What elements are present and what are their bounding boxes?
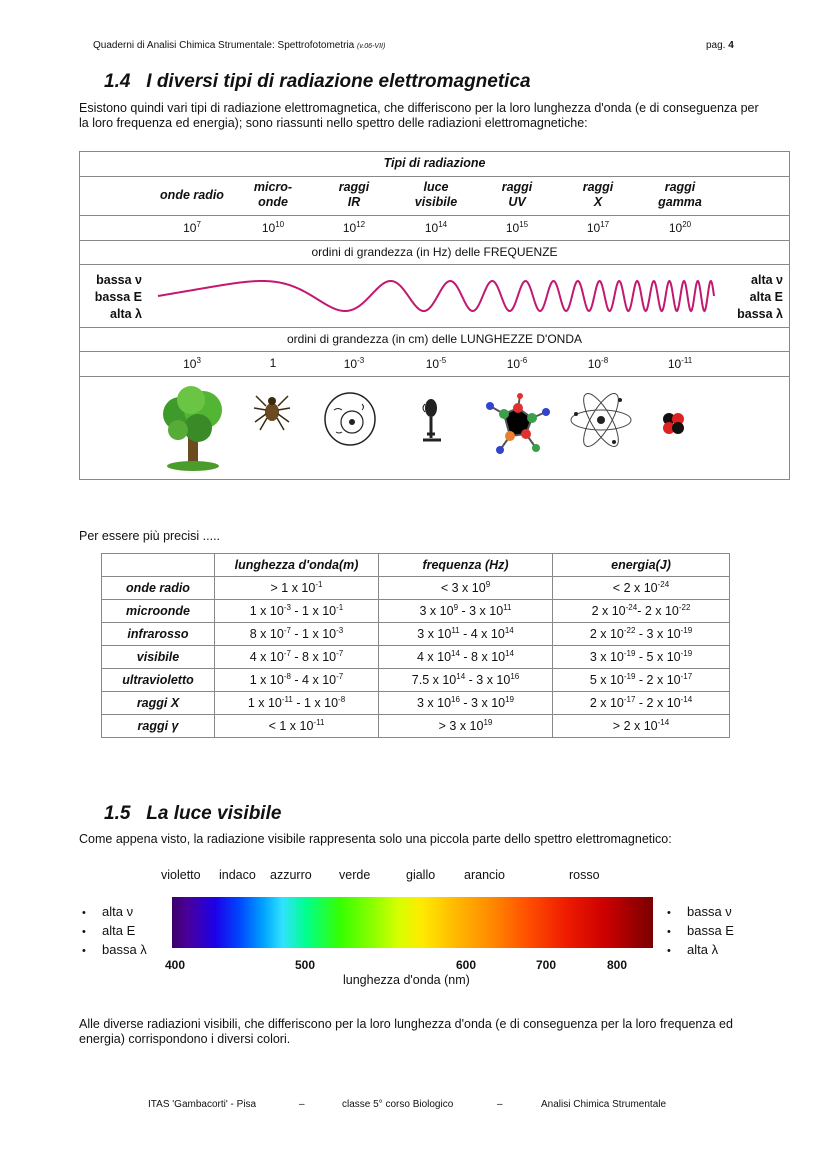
- frequency-value: $10^{12}$: [342, 220, 366, 235]
- spectrum-table-title: Tipi di radiazione: [383, 156, 486, 170]
- right-label: bassa λ: [737, 307, 783, 321]
- color-label: rosso: [569, 868, 600, 882]
- value-cell: 2 x $10^{-24}-$ 2 x $10^{-22}$: [553, 600, 730, 623]
- value-cell: > 2 x $10^{-14}$: [553, 715, 730, 738]
- right-label: alta ν: [751, 273, 783, 287]
- row-label: raggi X: [102, 692, 215, 715]
- right-label: alta E: [749, 290, 783, 304]
- left-label: alta λ: [110, 307, 142, 321]
- tree-icon: [158, 386, 228, 472]
- table-row: [102, 646, 730, 669]
- footer-subject: Analisi Chimica Strumentale: [541, 1099, 667, 1110]
- value-cell: 3 x $10^{16} - 3$ x $10^{19}$: [379, 692, 553, 715]
- footer-dash: –: [497, 1099, 503, 1110]
- frequency-caption: ordini di grandezza (in Hz) delle FREQUENZE: [311, 245, 558, 259]
- value-cell: > 1 x $10^{-1}$: [215, 577, 379, 600]
- wavelength-value: $10^3$: [183, 356, 201, 371]
- left-label: bassa E: [94, 290, 142, 304]
- row-label: raggi γ: [102, 715, 215, 738]
- section-1-5-heading: [104, 803, 281, 825]
- color-label: indaco: [219, 868, 256, 882]
- row-label: ultravioletto: [102, 669, 215, 692]
- section-1-5-intro: Come appena visto, la radiazione visibile rappresenta solo una piccola parte dello spettro elettromagnetico:: [79, 832, 672, 846]
- page-number: [706, 40, 734, 51]
- section-number: 1.4: [104, 71, 131, 92]
- radiation-type-label: raggi X: [582, 180, 614, 209]
- value-cell: 1 x $10^{-11} - 1$ x $10^{-8}$: [215, 692, 379, 715]
- value-cell: 5 x $10^{-19} - 2$ x $10^{-17}$: [553, 669, 730, 692]
- value-cell: 7.5 x $10^{14} - 3$ x $10^{16}$: [379, 669, 553, 692]
- frequency-value: $10^{14}$: [424, 220, 448, 235]
- left-label: bassa ν: [96, 273, 142, 287]
- bullet-item: • alta ν: [82, 903, 147, 922]
- value-cell: < 1 x $10^{-11}$: [215, 715, 379, 738]
- frequency-value: $10^{10}$: [261, 220, 285, 235]
- footer-school: ITAS 'Gambacorti' - Pisa: [148, 1099, 257, 1110]
- value-cell: 8 x $10^{-7} - 1$ x $10^{-3}$: [215, 623, 379, 646]
- color-label: azzurro: [270, 868, 312, 882]
- value-cell: 3 x $10^9 - 3$ x $10^{11}$: [379, 600, 553, 623]
- radiation-type-label: raggi UV: [501, 180, 533, 209]
- value-cell: 2 x $10^{-17} - 2$ x $10^{-14}$: [553, 692, 730, 715]
- page-number-value: 4: [728, 40, 734, 51]
- wavelength-value: $10^{-5}$: [425, 356, 447, 371]
- left-bullet-list: [82, 903, 147, 960]
- bullet-item: • bassa ν: [667, 903, 734, 922]
- value-cell: 4 x $10^{-7} - 8$ x $10^{-7}$: [215, 646, 379, 669]
- header-cell: lunghezza d'onda(m): [215, 554, 379, 577]
- table-row: [102, 600, 730, 623]
- doc-version: (v.06-VII): [357, 43, 386, 50]
- header-cell: energia(J): [553, 554, 730, 577]
- color-label: verde: [339, 868, 371, 882]
- radiation-type-label: raggi gamma: [658, 180, 702, 209]
- chirp-wave: [158, 281, 714, 311]
- row-label: onde radio: [102, 577, 215, 600]
- wavelength-value: 1: [269, 356, 277, 370]
- table-row: [102, 669, 730, 692]
- bullet-item: • bassa λ: [82, 941, 147, 960]
- doc-title: Quaderni di Analisi Chimica Strumentale: Spettrofotometria: [93, 40, 355, 51]
- axis-label: lunghezza d'onda (nm): [343, 973, 470, 987]
- value-cell: 4 x $10^{14} - 8$ x $10^{14}$: [379, 646, 553, 669]
- molecule-icon: [480, 392, 554, 458]
- table-row: [102, 623, 730, 646]
- bullet-item: • bassa E: [667, 922, 734, 941]
- section-1-4-heading: [104, 71, 531, 93]
- frequency-value: $10^{15}$: [505, 220, 529, 235]
- wave-diagram: [156, 270, 716, 322]
- frequency-value: $10^7$: [183, 220, 201, 235]
- right-bullet-list: [667, 903, 734, 960]
- value-cell: 1 x $10^{-8} - 4$ x $10^{-7}$: [215, 669, 379, 692]
- wavelength-caption: ordini di grandezza (in cm) delle LUNGHEZZE D'ONDA: [286, 332, 583, 346]
- frequency-value: $10^{20}$: [668, 220, 692, 235]
- section-1-4-intro: Esistono quindi vari tipi di radiazione elettromagnetica, che differiscono per la loro lunghezza d'onda (e di conseguenza per la loro frequenza ed energia); sono riassunti nello spettro delle radiazioni elettromagnetiche:: [79, 101, 759, 130]
- cell-icon: [322, 390, 378, 448]
- wavelength-value: $10^{-11}$: [667, 356, 693, 371]
- bullet-item: • alta E: [82, 922, 147, 941]
- radiation-type-label: luce visibile: [414, 180, 458, 209]
- spider-icon: [252, 390, 292, 432]
- wavelength-value: $10^{-6}$: [506, 356, 528, 371]
- header-cell: frequenza (Hz): [379, 554, 553, 577]
- right-wave-labels: [725, 272, 783, 323]
- frequency-value: $10^{17}$: [586, 220, 610, 235]
- wavelength-tick: 600: [456, 958, 477, 972]
- color-label: giallo: [406, 868, 436, 882]
- wavelength-value: $10^{-3}$: [343, 356, 365, 371]
- row-label: infrarosso: [102, 623, 215, 646]
- section-title: La luce visibile: [146, 803, 282, 824]
- color-label: arancio: [464, 868, 505, 882]
- row-label: microonde: [102, 600, 215, 623]
- atom-icon: [568, 392, 634, 448]
- precise-table: [101, 553, 730, 738]
- value-cell: > 3 x $10^{19}$: [379, 715, 553, 738]
- wavelength-tick: 800: [607, 958, 628, 972]
- value-cell: 3 x $10^{-19} - 5$ x $10^{-19}$: [553, 646, 730, 669]
- wavelength-tick: 700: [536, 958, 557, 972]
- section-title: I diversi tipi di radiazione elettromagnetica: [146, 71, 531, 92]
- footer-dash: –: [299, 1099, 305, 1110]
- page-prefix: pag.: [706, 40, 726, 51]
- bullet-item: • alta λ: [667, 941, 734, 960]
- radiation-type-label: onde radio: [160, 188, 224, 202]
- table-row: [102, 692, 730, 715]
- radiation-type-label: micro- onde: [253, 180, 293, 209]
- visible-spectrum-bar: [172, 897, 653, 948]
- row-label: visibile: [102, 646, 215, 669]
- section-number: 1.5: [104, 803, 131, 824]
- wavelength-tick: 400: [165, 958, 186, 972]
- value-cell: 1 x $10^{-3} - 1$ x $10^{-1}$: [215, 600, 379, 623]
- spectrum-table: [79, 151, 790, 480]
- color-label: violetto: [161, 868, 201, 882]
- wavelength-value: $10^{-8}$: [587, 356, 609, 371]
- value-cell: < 2 x $10^{-24}$: [553, 577, 730, 600]
- closing-paragraph: Alle diverse radiazioni visibili, che differiscono per la loro lunghezza d'onda (e di conseguenza per la loro frequenza ed energia) corrispondono i diversi colori.: [79, 1017, 733, 1046]
- bacterium-icon: [413, 394, 449, 446]
- header-cell: [102, 554, 215, 577]
- footer-class: classe 5° corso Biologico: [342, 1099, 454, 1110]
- table-row: [102, 577, 730, 600]
- more-precise-label: Per essere più precisi .....: [79, 529, 221, 543]
- left-wave-labels: [86, 272, 142, 323]
- radiation-type-label: raggi IR: [338, 180, 370, 209]
- value-cell: < 3 x $10^9$: [379, 577, 553, 600]
- value-cell: 3 x $10^{11} - 4$ x $10^{14}$: [379, 623, 553, 646]
- value-cell: 2 x $10^{-22} - 3$ x $10^{-19}$: [553, 623, 730, 646]
- nucleus-icon: [660, 410, 688, 438]
- running-header: [93, 40, 385, 51]
- wavelength-tick: 500: [295, 958, 316, 972]
- table-row: [102, 715, 730, 738]
